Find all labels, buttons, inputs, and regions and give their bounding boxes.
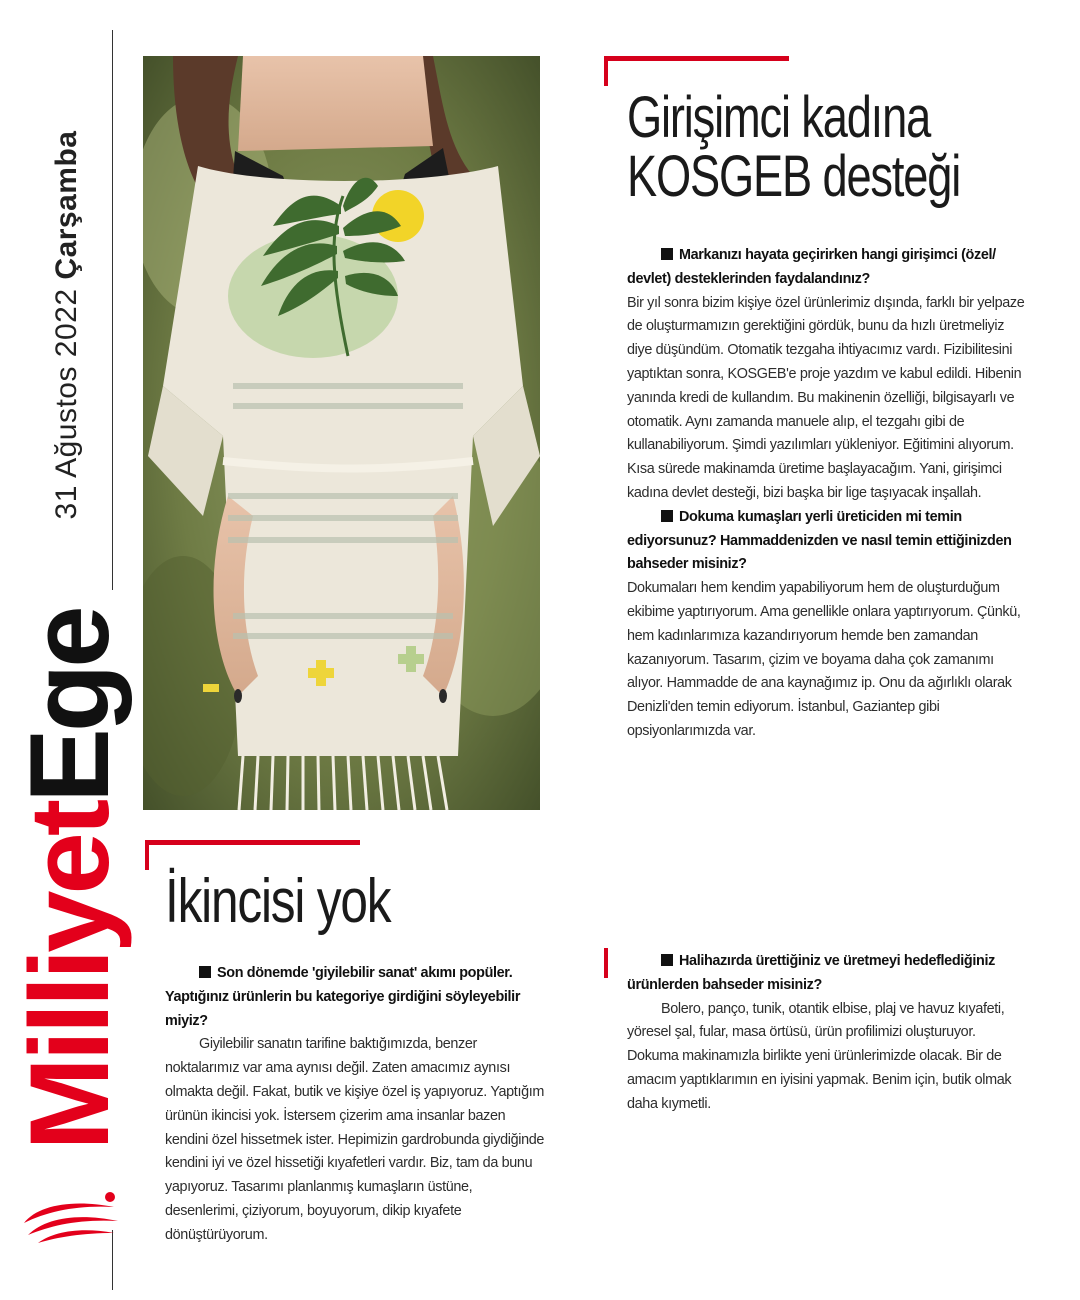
date-text: 31 Ağustos 2022 [50, 288, 83, 520]
article1-answer-2: Dokumaları hem kendim yapabiliyorum hem de oluşturduğum ekibime yaptırıyorum. Ama genellikle onlara yaptırıyorum. Çünkü, hem kadınlarımıza kazandırıyorum hemde ben zamandan kazanıyorum. Tasarım, çizim ve boyama daha çok zamanımı alıyor. Hammadde de ana kaynağımız ip. Onu da ağırlıklı olarak Denizli'den temin ediyorum. İstanbul, Gaziantep gibi opsiyonlarımızda var. [627, 580, 1021, 739]
bullet-square-icon [661, 954, 673, 966]
article3-rule-vertical [604, 948, 608, 978]
article1-rule [604, 56, 789, 61]
article1-question-1: Markanızı hayata geçirirken hangi girişimci (özel/ devlet) desteklerinden faydalandınız? [627, 247, 996, 287]
article1-title-line1: Girişimci kadına [627, 85, 931, 150]
article2-answer-1: Giyilebilir sanatın tarifine baktığımızda, benzer noktalarımız var ama aynısı değil. Zaten amacımız aynısı olmakta değil. Fakat, butik ve kişiye özel iş yapıyoruz. Yaptığım ürünün ikincisi yok. İstersem çizerim ama insanlar bazen kendini özel hissetmek ister. Hepimizin gardrobunda giydiğinde kendini iyi ve özel hissetiği kıyafetleri vardır. Biz, tam da bunu yapıyoruz. Tasarımı planlanmış kumaşların üstüne, desenlerimi, çiziyorum, boyuyorum, dikip kıyafete dönüştürüyorum. [165, 1036, 545, 1243]
article3-body [627, 950, 1027, 1117]
article3-question-1: Halihazırda ürettiğiniz ve üretmeyi hedeflediğiniz ürünlerden bahseder misiniz? [627, 953, 995, 993]
flame-logo-icon [18, 1185, 124, 1245]
article2-rule [145, 840, 360, 845]
weekday-text: Çarşamba [50, 130, 83, 280]
bullet-square-icon [661, 248, 673, 260]
masthead-divider-top [112, 30, 113, 590]
article3-answer-1: Bolero, panço, tunik, otantik elbise, plaj ve havuz kıyafeti, yöresel şal, fular, masa örtüsü, ürün profilimizi oluşturuyor. Dokuma makinamızla birlikte yeni ürünlerimizde olacak. Bir de amacım yaptıklarımın en iyisini yapmak. Benim için, butik olmak daha kıymetli. [627, 1000, 1012, 1112]
bullet-square-icon [661, 510, 673, 522]
article1-title [627, 85, 961, 210]
masthead [0, 0, 130, 1300]
article1-question-2: Dokuma kumaşları yerli üreticiden mi temin ediyorsunuz? Hammaddenizden ve nasıl temin ettiğinizden bahseder misiniz? [627, 508, 1012, 573]
milliyet-ege-logo [7, 580, 132, 1280]
logo-milliyet: Milliyet [7, 802, 132, 1151]
bullet-square-icon [199, 966, 211, 978]
article1-body [627, 244, 1031, 744]
article2-rule-vertical [145, 840, 149, 870]
article2-title: İkincisi yok [165, 867, 391, 936]
issue-date [32, 130, 102, 520]
article1-rule-vertical [604, 56, 608, 86]
article1-title-line2: KOSGEB desteği [627, 144, 961, 210]
logo-ege: Ege [7, 609, 132, 803]
article2-question-1: Son dönemde 'giyilebilir sanat' akımı popüler. Yaptığınız ürünlerin bu kategoriye girdiğini söyleyebilir miyiz? [165, 965, 521, 1029]
article1-answer-1: Bir yıl sonra bizim kişiye özel ürünlerimiz dışında, farklı bir yelpaze de oluşturmamızın gerektiğini gördük, bunu da hızlı üretmeliyiz diye düşündüm. Otomatik tezgaha ihtiyacımız vardı. Fizibilitesini yaptıktan sonra, KOSGEB'e proje yazdım ve kabul edildi. Hibenin yanında kredi de kullandım. Bu makinenin özelliği, bilgisayarlı ve otomatik. Aynı zamanda manuele alıp, el tezgahı gibi de kullanabiliyorum. Şimdi yazılımları yükleniyor. Eğitimini alıyorum. Kısa sürede makinamda üretime başlayacağım. Yani, girişimci kadına devlet desteği, bizi başka bir lige taşıyacak inşallah. [627, 294, 1025, 501]
product-photo [143, 56, 540, 810]
article2-body [165, 962, 547, 1248]
